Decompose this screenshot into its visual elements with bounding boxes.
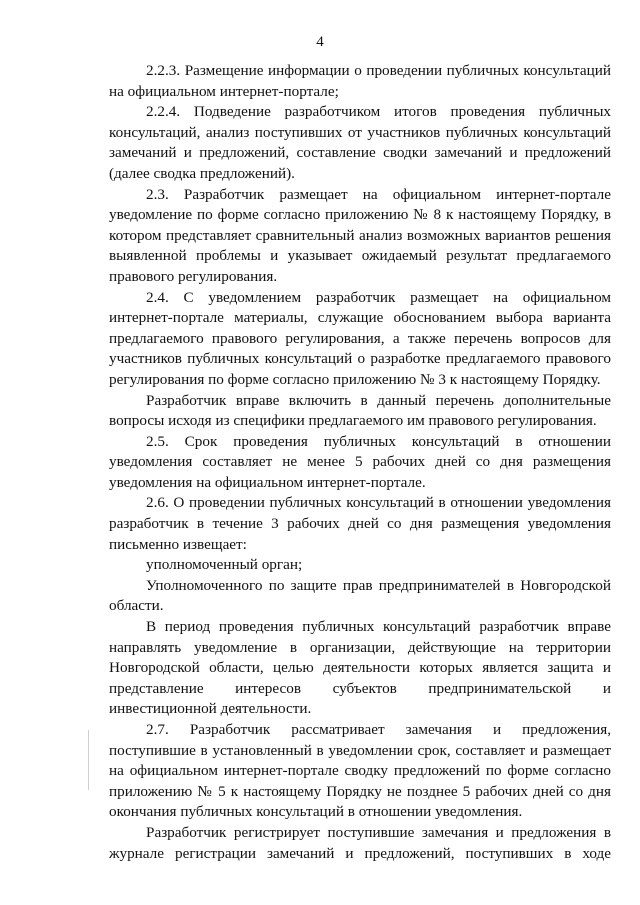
margin-mark (88, 730, 89, 790)
paragraph-2-2-3: 2.2.3. Размещение информации о проведении публичных консультаций на официальном интернет-портале; (109, 62, 611, 100)
paragraph-2-5: 2.5. Срок проведения публичных консультаций в отношении уведомления составляет не менее 5 рабочих дней со дня размещения уведомления на официальном интернет-портале. (109, 432, 611, 491)
paragraph-registration: Разработчик регистрирует поступившие замечания и предложения в журнале регистрации замечаний и предложений, поступивших в ходе (109, 823, 611, 862)
paragraph-2-4: 2.4. С уведомлением разработчик размещает на официальном интернет-портале материалы, служащие обоснованием выбора варианта предлагаемого правового регулирования, а также перечень вопросов для участников публичных консультаций о разработке предлагаемого правового регулирования по форме согласно приложению № 3 к настоящему Порядку. (109, 288, 611, 388)
list-item-authorized-body: уполномоченный орган; (146, 556, 303, 574)
paragraph-organizations: В период проведения публичных консультаций разработчик вправе направлять уведомление в организации, действующие на территории Новгородской области, целью деятельности которых является защита и представление интересов субъектов предпринимательской и инвестиционной деятельности. (109, 618, 611, 718)
list-item-ombudsman: Уполномоченного по защите прав предпринимателей в Новгородской области. (109, 576, 611, 615)
document-body (109, 61, 611, 864)
paragraph-2-6: 2.6. О проведении публичных консультаций в отношении уведомления разработчик в течение 3 рабочих дней со дня размещения уведомления письменно извещает: (109, 494, 611, 553)
paragraph-2-3: 2.3. Разработчик размещает на официальном интернет-портале уведомление по форме согласно приложению № 8 к настоящему Порядку, в котором представляет сравнительный анализ возможных вариантов решения выявленной проблемы и указывает ожидаемый результат предлагаемого правового регулирования. (109, 185, 611, 285)
paragraph-additional-questions: Разработчик вправе включить в данный перечень дополнительные вопросы исходя из специфики предлагаемого им правового регулирования. (109, 391, 611, 430)
paragraph-2-2-4: 2.2.4. Подведение разработчиком итогов проведения публичных консультаций, анализ поступивших от участников публичных консультаций замечаний и предложений, составление сводки замечаний и предложений (далее сводка предложений). (109, 103, 611, 182)
paragraph-2-7: 2.7. Разработчик рассматривает замечания и предложения, поступившие в установленный в уведомлении срок, составляет и размещает на официальном интернет-портале сводку предложений по форме согласно приложению № 5 к настоящему Порядку не позднее 5 рабочих дней со дня окончания публичных консультаций в отношении уведомления. (109, 721, 611, 821)
page-number: 4 (316, 34, 324, 50)
